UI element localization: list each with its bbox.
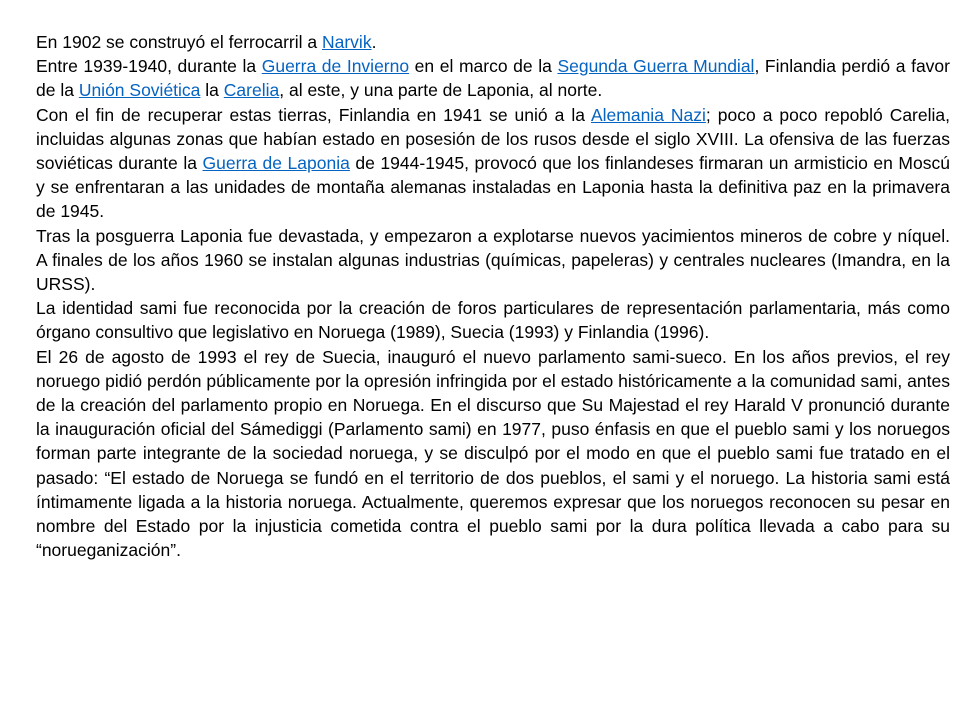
text-segment: Entre 1939-1940, durante la [36,56,262,77]
link-guerra-de-invierno[interactable]: Guerra de Invierno [261,56,410,77]
paragraph-posguerra [36,224,950,297]
text-segment: El 26 de agosto de 1993 el rey de Suecia, inauguró el nuevo parlamento sami-sueco. En los años previos, el rey noruego pidió perdón públicamente por la opresión infringida por el estado históricamente a la comunidad sami, antes de la creación del parlamento propio en Noruega. En el discurso que Su Majestad el rey Harald V pronunció durante la inauguración oficial del Sámediggi (Parlamento sami) en 1977, puso énfasis en que el pueblo sami y los noruegos forman parte integrante de la sociedad noruega, y se disculpó por el modo en que el pueblo sami fue tratado en el pasado: “El estado de Noruega se fundó en el territorio de dos pueblos, el sami y el noruego. La historia sami está íntimamente ligada a la historia noruega. Actualmente, queremos expresar que los noruegos reconocen su pesar en nombre del Estado por la injusticia cometida contra el pueblo sami por la dura política llevada a cabo para su “norueganización”. [36,346,950,561]
text-segment: ; poco a poco repobló Carelia, incluidas algunas zonas que habían estado en posesión de los rusos desde el siglo XVIII. La ofensiva de las fuerzas soviéticas durante la [36,104,950,174]
text-segment: Con el fin de recuperar estas tierras, Finlandia en 1941 se unió a la [36,104,591,125]
text-segment: , Finlandia perdió a favor de la [36,56,950,101]
text-segment: En 1902 se construyó el ferrocarril a [36,32,322,52]
link-alemania-nazi[interactable]: Alemania Nazi [590,104,706,125]
text-segment: la [200,80,224,101]
paragraph-recuperar-tierras [36,103,950,224]
text-segment: Tras la posguerra Laponia fue devastada, y empezaron a explotarse nuevos yacimientos mineros de cobre y níquel. A finales de los años 1960 se instalan algunas industrias (químicas, papeleras) y centrales nucleares (Imandra, en la URSS). [36,225,950,295]
paragraph-identidad-sami [36,296,950,344]
text-segment: , al este, y una parte de Laponia, al norte. [279,80,603,101]
link-carelia[interactable]: Carelia [223,80,280,101]
link-guerra-de-laponia[interactable]: Guerra de Laponia [202,153,350,174]
link-union-sovietica[interactable]: Unión Soviética [78,80,201,101]
paragraph-narvik [36,30,950,54]
text-segment: en el marco de la [409,56,558,77]
paragraph-guerra-invierno [36,54,950,102]
text-segment: La identidad sami fue reconocida por la creación de foros particulares de representación parlamentaria, más como órgano consultivo que legislativo en Noruega (1989), Suecia (1993) y Finlandia (1996). [36,298,950,343]
text-segment: . [371,32,377,52]
link-narvik[interactable]: Narvik [321,32,372,52]
paragraph-parlamento-sami [36,345,950,563]
link-segunda-guerra-mundial[interactable]: Segunda Guerra Mundial [557,56,755,77]
text-segment: de 1944-1945, provocó que los finlandeses firmaran un armisticio en Moscú y se enfrentaran a las unidades de montaña alemanas instaladas en Laponia hasta la definitiva paz en la primavera de 1945. [36,153,950,222]
